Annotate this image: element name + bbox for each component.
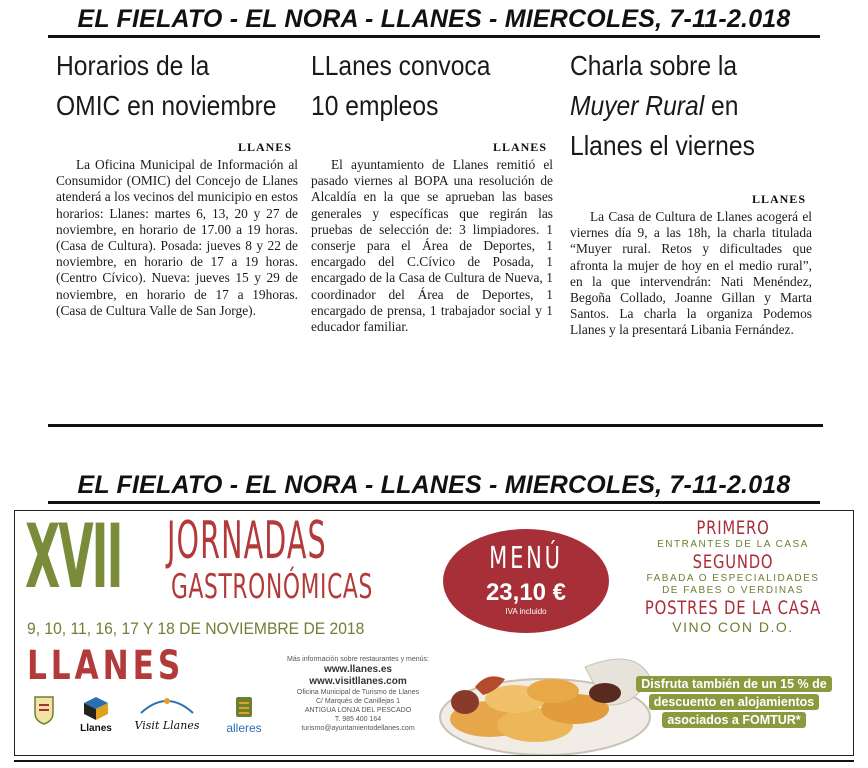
menu-label: MENÚ bbox=[489, 541, 563, 576]
logo-label: Visit Llanes bbox=[134, 719, 200, 732]
headline-empleos bbox=[311, 46, 524, 126]
menu-price-badge bbox=[443, 529, 609, 633]
info-website-link[interactable]: www.llanes.es bbox=[324, 664, 392, 675]
info-intro: Más información sobre restaurantes y menús: bbox=[286, 656, 429, 663]
ad-title-gastronomicas: GASTRONÓMICAS bbox=[171, 567, 373, 607]
ad-info-block bbox=[273, 655, 443, 733]
menu-iva: IVA incluido bbox=[505, 607, 547, 616]
shield-logo bbox=[29, 695, 59, 727]
article-omic bbox=[56, 46, 298, 319]
article-body: La Casa de Cultura de Llanes acogerá el viernes día 9, a las 18h, la charla titulada “Muyer rural. Retos y dificultades que afronta la mujer de hoy en el medio rural”, en la que intervendrán: Nati Menéndez, Begoña Collado, Joanne Gillan y Marta Santos. La charla la organiza Podemos Llanes y la presentará Libania Fernández. bbox=[570, 209, 812, 338]
headline-line: 10 empleos bbox=[311, 90, 439, 121]
discount-promo bbox=[621, 675, 847, 729]
promo-text: Disfruta también de un 15 % de descuento en alojamientos asociados a FOMTUR* bbox=[636, 676, 831, 728]
wine-note: VINO CON D.O. bbox=[672, 619, 794, 635]
article-charla bbox=[570, 46, 812, 339]
ad-town: LLANES bbox=[27, 643, 185, 689]
info-phone: T. 985 400 164 bbox=[334, 716, 382, 723]
headline-line bbox=[570, 86, 783, 126]
visit-llanes-logo bbox=[123, 695, 211, 732]
menu-courses bbox=[619, 517, 847, 635]
byline: LLANES bbox=[492, 140, 547, 154]
info-address: C/ Marqués de Canillejas 1 bbox=[315, 698, 401, 705]
masthead-bottom: EL FIELATO - EL NORA - LLANES - MIERCOLES, 7-11-2.018 bbox=[48, 470, 820, 504]
headline-line: Llanes el viernes bbox=[570, 130, 755, 161]
headline-charla bbox=[570, 46, 783, 166]
shield-icon bbox=[33, 695, 55, 725]
info-address: ANTIGUA LONJA DEL PESCADO bbox=[304, 707, 412, 714]
article-empleos bbox=[311, 46, 553, 335]
headline-line: Charla sobre la bbox=[570, 50, 738, 81]
headline-line: OMIC en noviembre bbox=[56, 90, 277, 121]
alleres-logo bbox=[219, 695, 269, 735]
course-description: FABADA O ESPECIALIDADES bbox=[646, 573, 820, 584]
byline: LLANES bbox=[751, 192, 806, 206]
info-email[interactable]: turismo@ayuntamientodellanes.com bbox=[301, 725, 415, 732]
jornadas-advert bbox=[14, 510, 854, 756]
article-body: La Oficina Municipal de Información al Consumidor (OMIC) del Concejo de Llanes atenderá a los vecinos del municipio en estos horarios: Llanes: martes 6, 13, 20 y 27 de noviembre, en horario de 17.00 a 19 horas. (Casa de Cultura). Posada: jueves 8 y 22 de noviembre, en horario de 17 a 19 horas. (Centro Cívico). Nueva: jueves 15 y 29 de noviembre, en horario de 17 a 19horas. (Casa de Cultura Valle de San Jorge). bbox=[56, 157, 298, 318]
divider bbox=[14, 760, 854, 762]
article-body: El ayuntamiento de Llanes remitió el pasado viernes al BOPA una resolución de Alcaldía en la que se aprueban las bases generales y específicas que regirán las pruebas de selección de: 3 limpiadores. 1 conserje para el Área de Deportes, 1 encargado del C.Cívico de Posada, 1 encargado de la Casa de Cultura de Nueva, 1 coordinador del Área de Deportes, 1 encargado de prensa, 1 trabajador social y 1 educador familiar. bbox=[311, 157, 553, 335]
llanes-logo bbox=[73, 695, 119, 734]
course-heading: PRIMERO bbox=[696, 517, 770, 539]
course-description: DE FABES O VERDINAS bbox=[662, 585, 804, 596]
llanes-cube-icon bbox=[82, 695, 110, 721]
masthead-top: EL FIELATO - EL NORA - LLANES - MIERCOLES, 7-11-2.018 bbox=[48, 4, 820, 38]
headline-italic: Muyer Rural bbox=[570, 90, 705, 121]
divider bbox=[48, 424, 823, 427]
wave-icon bbox=[137, 695, 197, 717]
headline-line: LLanes convoca bbox=[311, 50, 491, 81]
ad-title-jornadas: JORNADAS bbox=[167, 511, 327, 571]
logo-label: Llanes bbox=[80, 723, 112, 734]
ad-dates: 9, 10, 11, 16, 17 Y 18 DE NOVIEMBRE DE 2018 bbox=[27, 619, 365, 638]
logo-label: alleres bbox=[226, 721, 262, 735]
headline-line: Horarios de la bbox=[56, 50, 210, 81]
sponsor-logos bbox=[23, 695, 273, 751]
course-heading: SEGUNDO bbox=[692, 551, 774, 573]
info-office: Oficina Municipal de Turismo de Llanes bbox=[296, 689, 420, 696]
menu-price: 23,10 € bbox=[485, 579, 567, 606]
edition-numeral: XVII bbox=[25, 510, 122, 608]
alleres-emblem-icon bbox=[234, 695, 254, 719]
headline-text: en bbox=[704, 90, 739, 121]
info-website-link[interactable]: www.visitllanes.com bbox=[309, 676, 407, 687]
course-description: ENTRANTES DE LA CASA bbox=[657, 539, 809, 550]
byline: LLANES bbox=[237, 140, 292, 154]
headline-omic bbox=[56, 46, 277, 126]
course-heading: POSTRES DE LA CASA bbox=[644, 597, 822, 619]
